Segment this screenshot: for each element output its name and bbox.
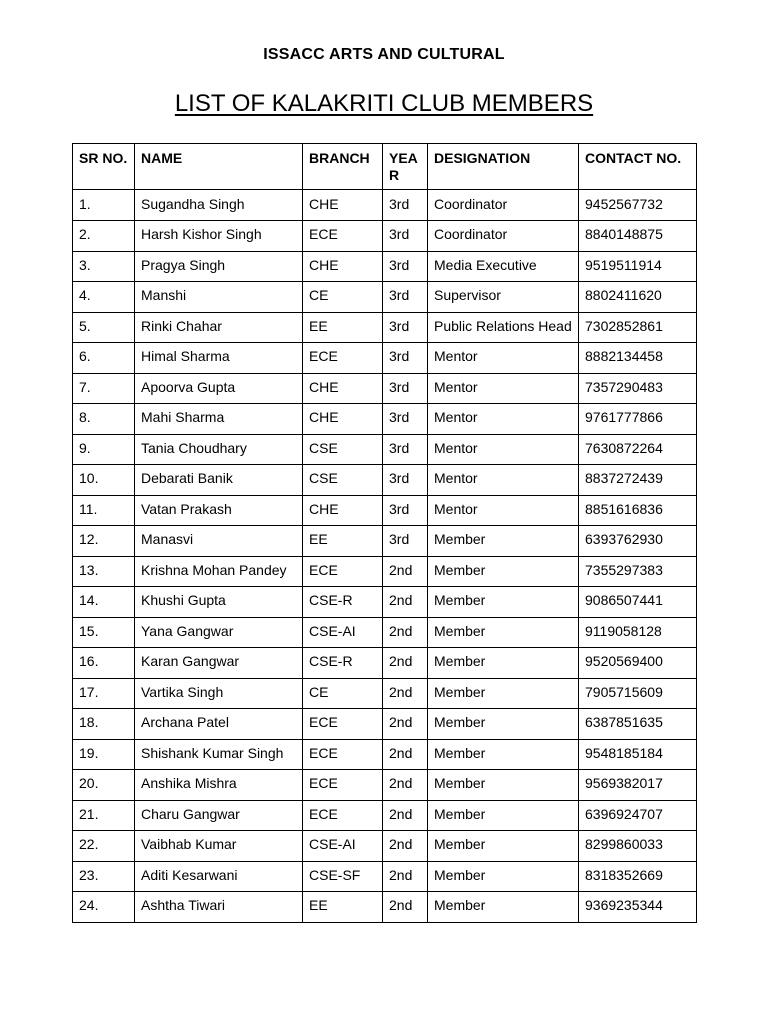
column-header-year: YEA R — [383, 144, 428, 190]
table-row — [73, 709, 697, 740]
contact-cell: 9086507441 — [579, 587, 697, 618]
sr-no-cell: 18. — [73, 709, 135, 740]
year-cell: 3rd — [383, 312, 428, 343]
year-cell: 3rd — [383, 221, 428, 252]
contact-cell: 9569382017 — [579, 770, 697, 801]
column-header-name: NAME — [135, 144, 303, 190]
table-row — [73, 465, 697, 496]
branch-cell: CSE-R — [303, 648, 383, 679]
contact-cell: 7302852861 — [579, 312, 697, 343]
sr-no-cell: 23. — [73, 861, 135, 892]
year-cell: 3rd — [383, 373, 428, 404]
designation-cell: Member — [428, 678, 579, 709]
sr-no-cell: 8. — [73, 404, 135, 435]
branch-cell: CSE-R — [303, 587, 383, 618]
year-cell: 2nd — [383, 648, 428, 679]
name-cell: Archana Patel — [135, 709, 303, 740]
name-cell: Krishna Mohan Pandey — [135, 556, 303, 587]
designation-cell: Public Relations Head — [428, 312, 579, 343]
contact-cell: 8840148875 — [579, 221, 697, 252]
year-cell: 3rd — [383, 526, 428, 557]
branch-cell: CHE — [303, 251, 383, 282]
sr-no-cell: 3. — [73, 251, 135, 282]
table-row — [73, 831, 697, 862]
designation-cell: Member — [428, 587, 579, 618]
sr-no-cell: 22. — [73, 831, 135, 862]
column-header-designation: DESIGNATION — [428, 144, 579, 190]
sr-no-cell: 13. — [73, 556, 135, 587]
designation-cell: Member — [428, 617, 579, 648]
branch-cell: ECE — [303, 343, 383, 374]
sr-no-cell: 4. — [73, 282, 135, 313]
designation-cell: Member — [428, 526, 579, 557]
year-cell: 2nd — [383, 861, 428, 892]
contact-cell: 8837272439 — [579, 465, 697, 496]
branch-cell: CE — [303, 282, 383, 313]
name-cell: Sugandha Singh — [135, 190, 303, 221]
name-cell: Ashtha Tiwari — [135, 892, 303, 923]
designation-cell: Coordinator — [428, 190, 579, 221]
branch-cell: CHE — [303, 190, 383, 221]
branch-cell: ECE — [303, 709, 383, 740]
name-cell: Pragya Singh — [135, 251, 303, 282]
sr-no-cell: 14. — [73, 587, 135, 618]
name-cell: Harsh Kishor Singh — [135, 221, 303, 252]
year-cell: 2nd — [383, 831, 428, 862]
year-cell: 2nd — [383, 617, 428, 648]
year-cell: 2nd — [383, 800, 428, 831]
contact-cell: 9548185184 — [579, 739, 697, 770]
table-row — [73, 678, 697, 709]
branch-cell: CSE-SF — [303, 861, 383, 892]
sr-no-cell: 2. — [73, 221, 135, 252]
year-cell: 3rd — [383, 343, 428, 374]
name-cell: Himal Sharma — [135, 343, 303, 374]
members-table — [72, 143, 697, 923]
designation-cell: Coordinator — [428, 221, 579, 252]
contact-cell: 8851616836 — [579, 495, 697, 526]
designation-cell: Mentor — [428, 373, 579, 404]
table-row — [73, 495, 697, 526]
name-cell: Rinki Chahar — [135, 312, 303, 343]
designation-cell: Member — [428, 648, 579, 679]
designation-cell: Member — [428, 831, 579, 862]
designation-cell: Mentor — [428, 434, 579, 465]
year-cell: 3rd — [383, 282, 428, 313]
name-cell: Manshi — [135, 282, 303, 313]
sr-no-cell: 11. — [73, 495, 135, 526]
designation-cell: Mentor — [428, 495, 579, 526]
designation-cell: Member — [428, 861, 579, 892]
sr-no-cell: 9. — [73, 434, 135, 465]
name-cell: Tania Choudhary — [135, 434, 303, 465]
organization-title: ISSACC ARTS AND CULTURAL — [263, 46, 505, 63]
year-cell: 3rd — [383, 434, 428, 465]
contact-cell: 9119058128 — [579, 617, 697, 648]
sr-no-cell: 1. — [73, 190, 135, 221]
year-cell: 3rd — [383, 251, 428, 282]
name-cell: Debarati Banik — [135, 465, 303, 496]
designation-cell: Member — [428, 892, 579, 923]
branch-cell: CSE-AI — [303, 617, 383, 648]
table-row — [73, 556, 697, 587]
designation-cell: Member — [428, 556, 579, 587]
sr-no-cell: 20. — [73, 770, 135, 801]
sr-no-cell: 24. — [73, 892, 135, 923]
branch-cell: ECE — [303, 739, 383, 770]
contact-cell: 7357290483 — [579, 373, 697, 404]
year-cell: 2nd — [383, 770, 428, 801]
name-cell: Mahi Sharma — [135, 404, 303, 435]
year-cell: 3rd — [383, 465, 428, 496]
contact-cell: 9452567732 — [579, 190, 697, 221]
page-title: LIST OF KALAKRITI CLUB MEMBERS — [174, 90, 594, 117]
branch-cell: CSE-AI — [303, 831, 383, 862]
contact-cell: 7355297383 — [579, 556, 697, 587]
branch-cell: EE — [303, 312, 383, 343]
contact-cell: 9369235344 — [579, 892, 697, 923]
year-cell: 2nd — [383, 556, 428, 587]
sr-no-cell: 17. — [73, 678, 135, 709]
table-row — [73, 373, 697, 404]
column-header-branch: BRANCH — [303, 144, 383, 190]
name-cell: Khushi Gupta — [135, 587, 303, 618]
table-row — [73, 434, 697, 465]
contact-cell: 7630872264 — [579, 434, 697, 465]
sr-no-cell: 16. — [73, 648, 135, 679]
members-table-body — [73, 190, 697, 923]
branch-cell: ECE — [303, 221, 383, 252]
contact-cell: 6393762930 — [579, 526, 697, 557]
table-row — [73, 312, 697, 343]
branch-cell: ECE — [303, 770, 383, 801]
table-row — [73, 190, 697, 221]
year-cell: 3rd — [383, 190, 428, 221]
sr-no-cell: 12. — [73, 526, 135, 557]
year-cell: 2nd — [383, 739, 428, 770]
contact-cell: 8318352669 — [579, 861, 697, 892]
branch-cell: ECE — [303, 800, 383, 831]
name-cell: Vatan Prakash — [135, 495, 303, 526]
name-cell: Anshika Mishra — [135, 770, 303, 801]
sr-no-cell: 5. — [73, 312, 135, 343]
contact-cell: 6396924707 — [579, 800, 697, 831]
name-cell: Shishank Kumar Singh — [135, 739, 303, 770]
name-cell: Yana Gangwar — [135, 617, 303, 648]
name-cell: Vaibhab Kumar — [135, 831, 303, 862]
column-header-contact: CONTACT NO. — [579, 144, 697, 190]
sr-no-cell: 19. — [73, 739, 135, 770]
table-row — [73, 892, 697, 923]
contact-cell: 7905715609 — [579, 678, 697, 709]
name-cell: Karan Gangwar — [135, 648, 303, 679]
year-cell: 2nd — [383, 709, 428, 740]
designation-cell: Mentor — [428, 465, 579, 496]
branch-cell: EE — [303, 526, 383, 557]
table-row — [73, 587, 697, 618]
year-cell: 3rd — [383, 495, 428, 526]
sr-no-cell: 21. — [73, 800, 135, 831]
designation-cell: Member — [428, 739, 579, 770]
contact-cell: 8299860033 — [579, 831, 697, 862]
table-row — [73, 526, 697, 557]
contact-cell: 8802411620 — [579, 282, 697, 313]
year-cell: 2nd — [383, 678, 428, 709]
year-cell: 2nd — [383, 587, 428, 618]
sr-no-cell: 7. — [73, 373, 135, 404]
table-row — [73, 617, 697, 648]
sr-no-cell: 6. — [73, 343, 135, 374]
sr-no-cell: 10. — [73, 465, 135, 496]
name-cell: Aditi Kesarwani — [135, 861, 303, 892]
year-cell: 3rd — [383, 404, 428, 435]
table-row — [73, 770, 697, 801]
table-row — [73, 739, 697, 770]
table-row — [73, 404, 697, 435]
year-cell: 2nd — [383, 892, 428, 923]
sr-no-cell: 15. — [73, 617, 135, 648]
table-row — [73, 800, 697, 831]
contact-cell: 6387851635 — [579, 709, 697, 740]
branch-cell: CE — [303, 678, 383, 709]
column-header-sr-no: SR NO. — [73, 144, 135, 190]
table-row — [73, 343, 697, 374]
contact-cell: 9761777866 — [579, 404, 697, 435]
branch-cell: CSE — [303, 465, 383, 496]
table-row — [73, 282, 697, 313]
contact-cell: 9520569400 — [579, 648, 697, 679]
name-cell: Apoorva Gupta — [135, 373, 303, 404]
contact-cell: 8882134458 — [579, 343, 697, 374]
name-cell: Vartika Singh — [135, 678, 303, 709]
table-row — [73, 648, 697, 679]
designation-cell: Media Executive — [428, 251, 579, 282]
branch-cell: CHE — [303, 373, 383, 404]
designation-cell: Supervisor — [428, 282, 579, 313]
contact-cell: 9519511914 — [579, 251, 697, 282]
designation-cell: Member — [428, 709, 579, 740]
table-header-row — [73, 144, 697, 190]
table-row — [73, 221, 697, 252]
designation-cell: Member — [428, 800, 579, 831]
name-cell: Manasvi — [135, 526, 303, 557]
branch-cell: ECE — [303, 556, 383, 587]
name-cell: Charu Gangwar — [135, 800, 303, 831]
branch-cell: EE — [303, 892, 383, 923]
designation-cell: Mentor — [428, 404, 579, 435]
designation-cell: Mentor — [428, 343, 579, 374]
table-row — [73, 251, 697, 282]
table-row — [73, 861, 697, 892]
branch-cell: CHE — [303, 495, 383, 526]
designation-cell: Member — [428, 770, 579, 801]
branch-cell: CSE — [303, 434, 383, 465]
branch-cell: CHE — [303, 404, 383, 435]
